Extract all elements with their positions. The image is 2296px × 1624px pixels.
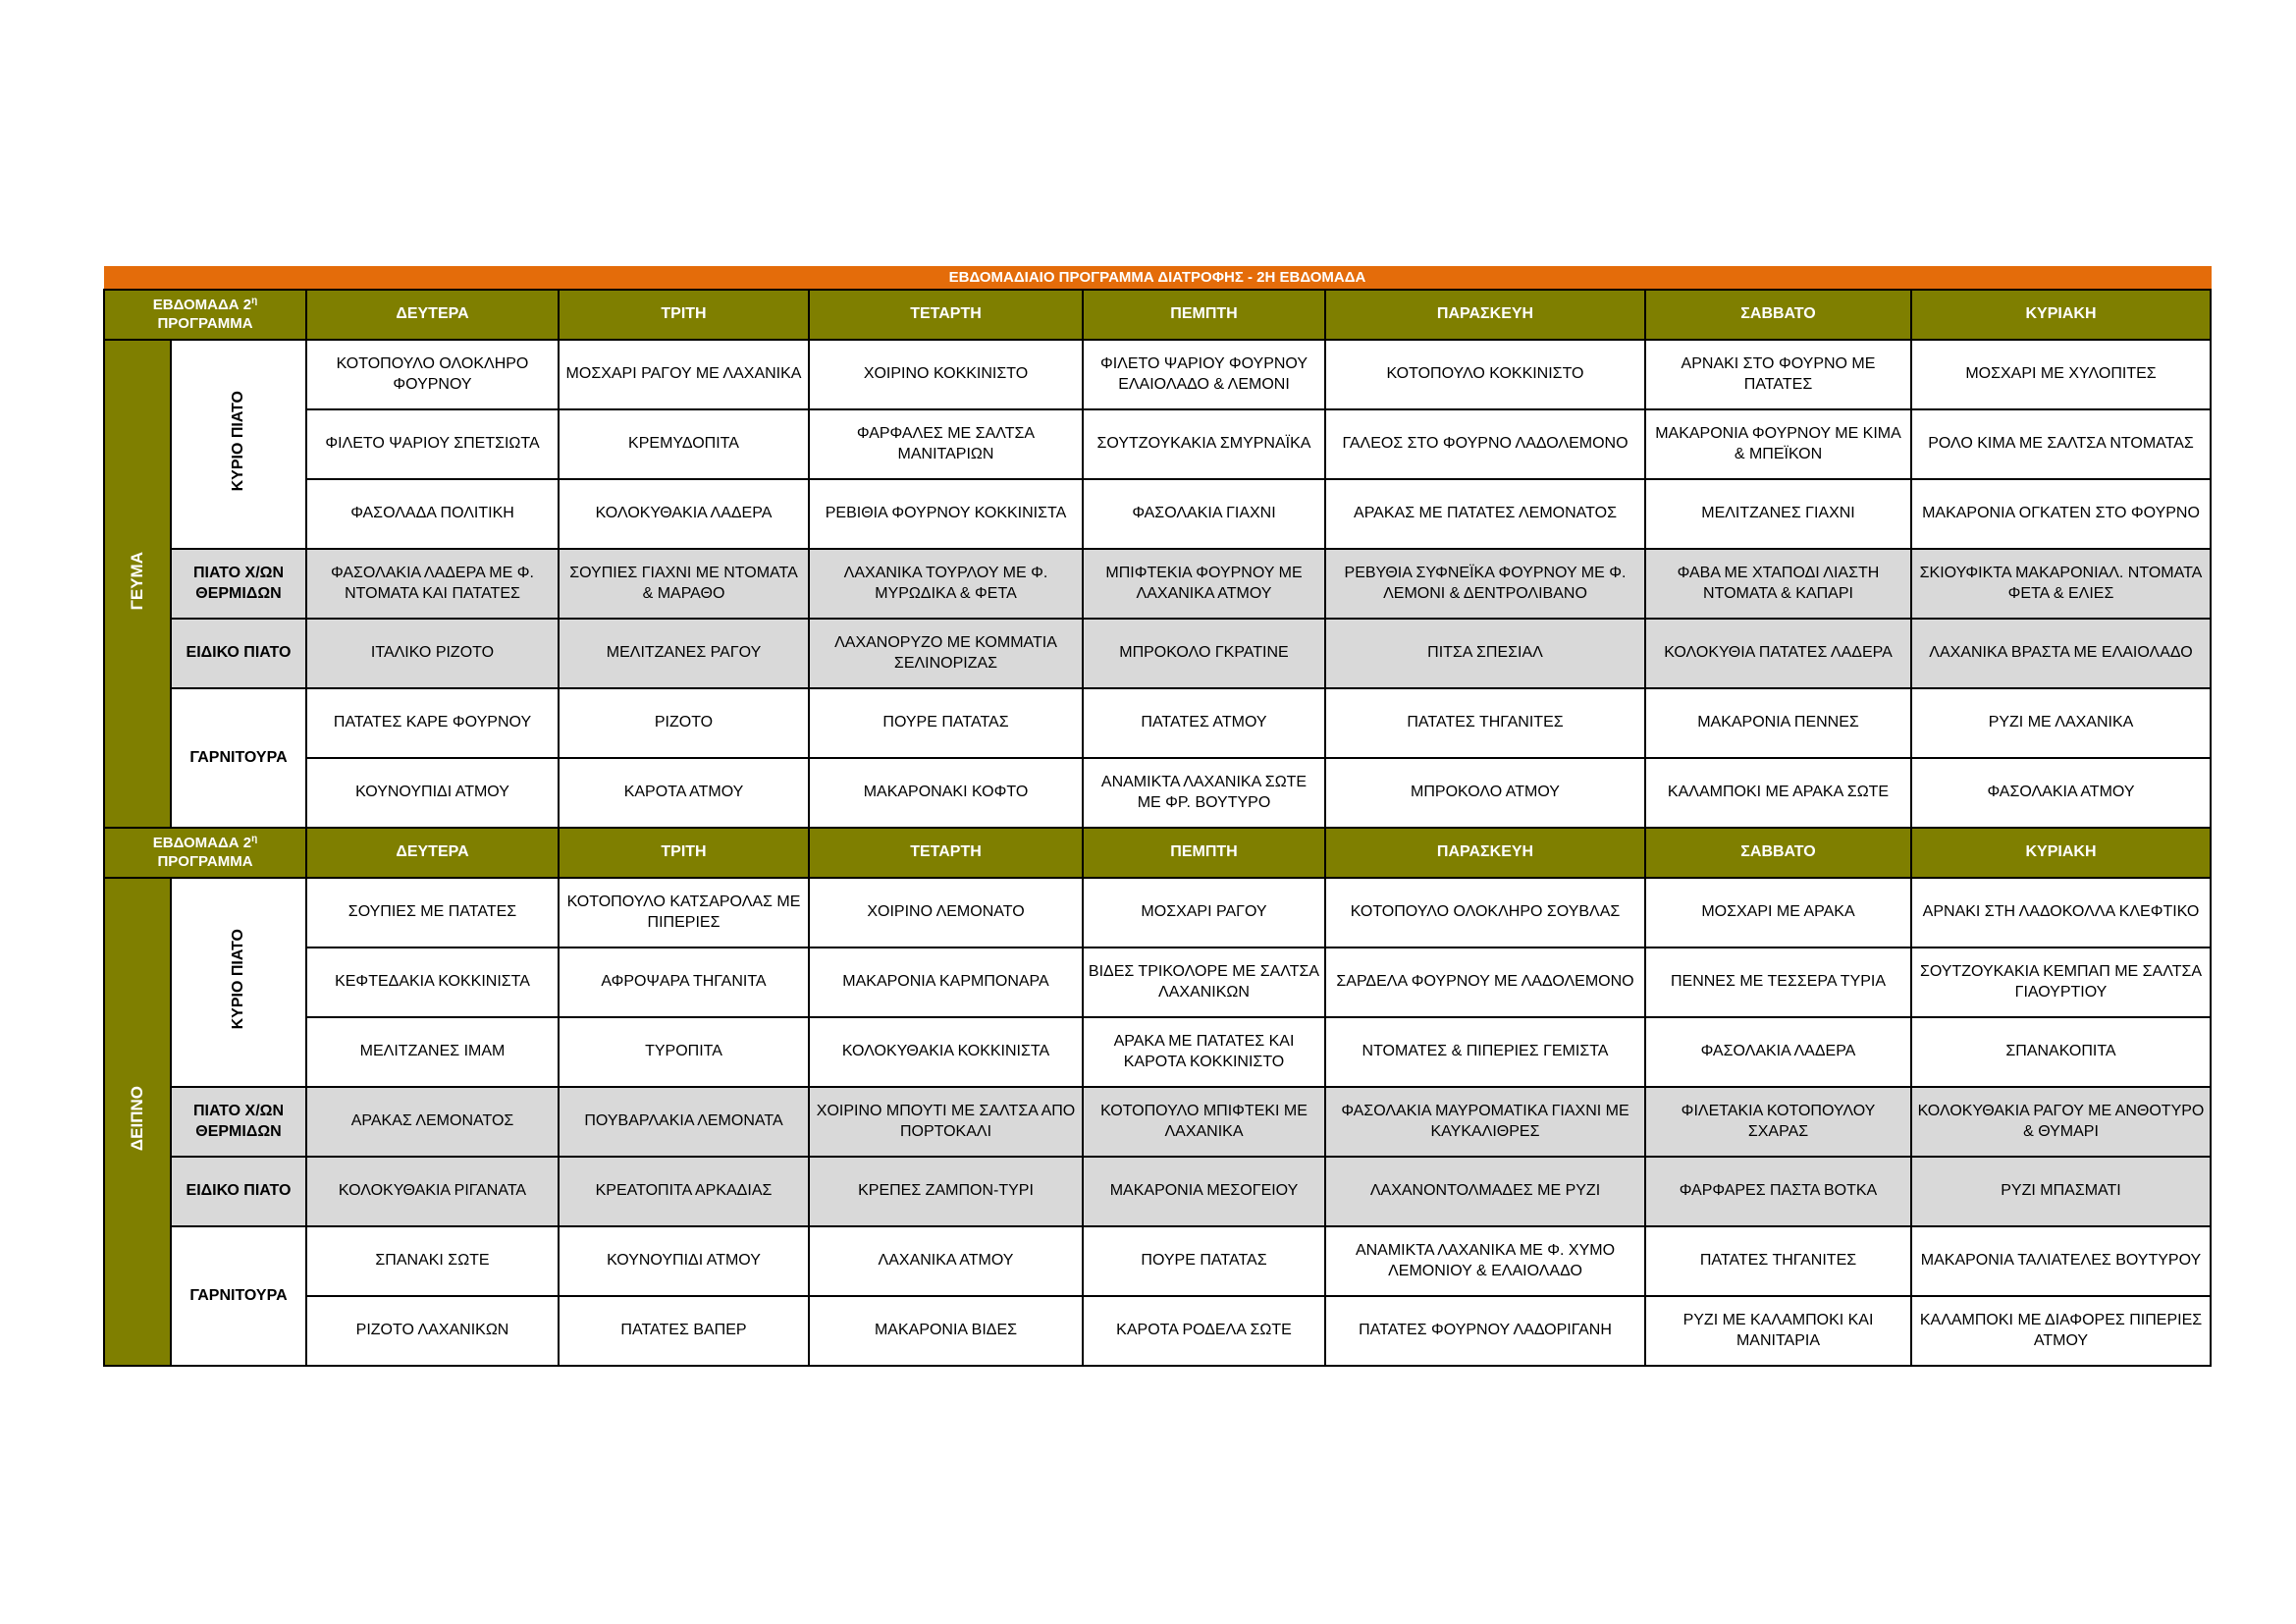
menu-row [104,409,2211,479]
menu-cell: ΠΑΤΑΤΕΣ ΤΗΓΑΝΙΤΕΣ [1645,1226,1911,1296]
menu-cell: ΣΟΥΠΙΕΣ ΓΙΑΧΝΙ ΜΕ ΝΤΟΜΑΤΑ & ΜΑΡΑΘΟ [559,549,809,619]
menu-cell: ΦΑΣΟΛΑΚΙΑ ΑΤΜΟΥ [1911,758,2211,828]
menu-cell: ΑΡΝΑΚΙ ΣΤΗ ΛΑΔΟΚΟΛΛΑ ΚΛΕΦΤΙΚΟ [1911,878,2211,947]
menu-cell: ΦΙΛΕΤΟ ΨΑΡΙΟΥ ΣΠΕΤΣΙΩΤΑ [306,409,559,479]
menu-cell: ΚΑΛΑΜΠΟΚΙ ΜΕ ΔΙΑΦΟΡΕΣ ΠΙΠΕΡΙΕΣ ΑΤΜΟΥ [1911,1296,2211,1366]
menu-cell: ΠΑΤΑΤΕΣ ΤΗΓΑΝΙΤΕΣ [1325,688,1645,758]
menu-cell: ΜΑΚΑΡΟΝΙΑ ΦΟΥΡΝΟΥ ΜΕ ΚΙΜΑ & ΜΠΕΪΚΟΝ [1645,409,1911,479]
menu-row [104,1087,2211,1157]
menu-cell: ΣΟΥΠΙΕΣ ΜΕ ΠΑΤΑΤΕΣ [306,878,559,947]
menu-row [104,1226,2211,1296]
menu-cell: ΜΠΙΦΤΕΚΙΑ ΦΟΥΡΝΟΥ ΜΕ ΛΑΧΑΝΙΚΑ ΑΤΜΟΥ [1083,549,1325,619]
week-label: ΕΒΔΟΜΑΔΑ 2 [152,296,252,313]
menu-cell: ΚΟΛΟΚΥΘΙΑ ΠΑΤΑΤΕΣ ΛΑΔΕΡΑ [1645,619,1911,688]
menu-cell: ΠΑΤΑΤΕΣ ΑΤΜΟΥ [1083,688,1325,758]
menu-cell: ΜΑΚΑΡΟΝΑΚΙ ΚΟΦΤΟ [809,758,1083,828]
menu-cell: ΜΠΡΟΚΟΛΟ ΑΤΜΟΥ [1325,758,1645,828]
week-superscript: η [251,833,258,844]
course-label: ΚΥΡΙΟ ΠΙΑΤΟ [229,928,246,1030]
menu-cell: ΚΡΕΠΕΣ ΖΑΜΠΟΝ-ΤΥΡΙ [809,1157,1083,1226]
menu-cell: ΑΦΡΟΨΑΡΑ ΤΗΓΑΝΙΤΑ [559,947,809,1017]
menu-cell: ΑΡΑΚΑΣ ΜΕ ΠΑΤΑΤΕΣ ΛΕΜΟΝΑΤΟΣ [1325,479,1645,549]
course-label: ΚΥΡΙΟ ΠΙΑΤΟ [229,390,246,492]
menu-cell: ΜΕΛΙΤΖΑΝΕΣ ΙΜΑΜ [306,1017,559,1087]
menu-cell: ΚΑΡΟΤΑ ΑΤΜΟΥ [559,758,809,828]
menu-cell: ΦΑΣΟΛΑΚΙΑ ΓΙΑΧΝΙ [1083,479,1325,549]
menu-cell: ΚΟΛΟΚΥΘΑΚΙΑ ΚΟΚΚΙΝΙΣΤΑ [809,1017,1083,1087]
menu-cell: ΚΑΡΟΤΑ ΡΟΔΕΛΑ ΣΩΤΕ [1083,1296,1325,1366]
menu-cell: ΦΑΒΑ ΜΕ ΧΤΑΠΟΔΙ ΛΙΑΣΤΗ ΝΤΟΜΑΤΑ & ΚΑΠΑΡΙ [1645,549,1911,619]
menu-cell: ΑΡΑΚΑ ΜΕ ΠΑΤΑΤΕΣ ΚΑΙ ΚΑΡΟΤΑ ΚΟΚΚΙΝΙΣΤΟ [1083,1017,1325,1087]
menu-cell: ΣΟΥΤΖΟΥΚΑΚΙΑ ΚΕΜΠΑΠ ΜΕ ΣΑΛΤΣΑ ΓΙΑΟΥΡΤΙΟΥ [1911,947,2211,1017]
menu-row [104,1017,2211,1087]
menu-cell: ΧΟΙΡΙΝΟ ΛΕΜΟΝΑΤΟ [809,878,1083,947]
course-label: ΠΙΑΤΟ Χ/ΩΝ ΘΕΡΜΙΔΩΝ [192,564,285,602]
program-label: ΠΡΟΓΡΑΜΜΑ [157,314,253,332]
menu-cell: ΛΑΧΑΝΙΚΑ ΤΟΥΡΛΟΥ ΜΕ Φ. ΜΥΡΩΔΙΚΑ & ΦΕΤΑ [809,549,1083,619]
menu-cell: ΡΙΖΟΤΟ ΛΑΧΑΝΙΚΩΝ [306,1296,559,1366]
header-row [104,828,2211,878]
menu-cell: ΦΙΛΕΤΟ ΨΑΡΙΟΥ ΦΟΥΡΝΟΥ ΕΛΑΙΟΛΑΔΟ & ΛΕΜΟΝΙ [1083,340,1325,409]
menu-cell: ΒΙΔΕΣ ΤΡΙΚΟΛΟΡΕ ΜΕ ΣΑΛΤΣΑ ΛΑΧΑΝΙΚΩΝ [1083,947,1325,1017]
day-header: ΠΑΡΑΣΚΕΥΗ [1325,290,1645,340]
menu-cell: ΝΤΟΜΑΤΕΣ & ΠΙΠΕΡΙΕΣ ΓΕΜΙΣΤΑ [1325,1017,1645,1087]
course-label: ΕΙΔΙΚΟ ΠΙΑΤΟ [186,1182,292,1200]
menu-cell: ΦΑΡΦΑΛΕΣ ΜΕ ΣΑΛΤΣΑ ΜΑΝΙΤΑΡΙΩΝ [809,409,1083,479]
menu-cell: ΦΑΣΟΛΑΚΙΑ ΜΑΥΡΟΜΑΤΙΚΑ ΓΙΑΧΝΙ ΜΕ ΚΑΥΚΑΛΙΘΡΕΣ [1325,1087,1645,1157]
menu-cell: ΦΑΣΟΛΑΚΙΑ ΛΑΔΕΡΑ [1645,1017,1911,1087]
menu-row [104,688,2211,758]
weekly-menu-body [104,267,2211,1367]
day-header: ΤΡΙΤΗ [559,290,809,340]
menu-cell: ΑΡΝΑΚΙ ΣΤΟ ΦΟΥΡΝΟ ΜΕ ΠΑΤΑΤΕΣ [1645,340,1911,409]
menu-cell: ΣΟΥΤΖΟΥΚΑΚΙΑ ΣΜΥΡΝΑΪΚΑ [1083,409,1325,479]
menu-cell: ΛΑΧΑΝΟΝΤΟΛΜΑΔΕΣ ΜΕ ΡΥΖΙ [1325,1157,1645,1226]
menu-cell: ΠΑΤΑΤΕΣ ΦΟΥΡΝΟΥ ΛΑΔΟΡΙΓΑΝΗ [1325,1296,1645,1366]
menu-cell: ΧΟΙΡΙΝΟ ΚΟΚΚΙΝΙΣΤΟ [809,340,1083,409]
menu-cell: ΡΕΒΙΘΙΑ ΦΟΥΡΝΟΥ ΚΟΚΚΙΝΙΣΤΑ [809,479,1083,549]
menu-cell: ΡΕΒΥΘΙΑ ΣΥΦΝΕΪΚΑ ΦΟΥΡΝΟΥ ΜΕ Φ. ΛΕΜΟΝΙ & ΔΕΝΤΡΟΛΙΒΑΝΟ [1325,549,1645,619]
meal-cell [104,878,171,1366]
course-cell [171,688,306,828]
week-label: ΕΒΔΟΜΑΔΑ 2 [152,834,252,851]
day-header: ΚΥΡΙΑΚΗ [1911,828,2211,878]
course-cell [171,1087,306,1157]
menu-cell: ΦΙΛΕΤΑΚΙΑ ΚΟΤΟΠΟΥΛΟΥ ΣΧΑΡΑΣ [1645,1087,1911,1157]
menu-row [104,878,2211,947]
course-label: ΠΙΑΤΟ Χ/ΩΝ ΘΕΡΜΙΔΩΝ [192,1102,285,1140]
menu-cell: ΛΑΧΑΝΙΚΑ ΒΡΑΣΤΑ ΜΕ ΕΛΑΙΟΛΑΔΟ [1911,619,2211,688]
menu-cell: ΠΑΤΑΤΕΣ ΒΑΠΕΡ [559,1296,809,1366]
menu-cell: ΜΑΚΑΡΟΝΙΑ ΜΕΣΟΓΕΙΟΥ [1083,1157,1325,1226]
menu-cell: ΡΥΖΙ ΜΕ ΛΑΧΑΝΙΚΑ [1911,688,2211,758]
menu-row [104,1157,2211,1226]
course-cell [171,549,306,619]
menu-cell: ΚΡΕΑΤΟΠΙΤΑ ΑΡΚΑΔΙΑΣ [559,1157,809,1226]
menu-cell: ΑΝΑΜΙΚΤΑ ΛΑΧΑΝΙΚΑ ΜΕ Φ. ΧΥΜΟ ΛΕΜΟΝΙΟΥ & ΕΛΑΙΟΛΑΔΟ [1325,1226,1645,1296]
menu-row [104,947,2211,1017]
menu-cell: ΙΤΑΛΙΚΟ ΡΙΖΟΤΟ [306,619,559,688]
course-cell [171,878,306,1087]
menu-cell: ΣΠΑΝΑΚΟΠΙΤΑ [1911,1017,2211,1087]
menu-cell: ΜΕΛΙΤΖΑΝΕΣ ΡΑΓΟΥ [559,619,809,688]
menu-cell: ΦΑΣΟΛΑΔΑ ΠΟΛΙΤΙΚΗ [306,479,559,549]
menu-row [104,1296,2211,1366]
menu-row [104,340,2211,409]
menu-cell: ΜΟΣΧΑΡΙ ΡΑΓΟΥ [1083,878,1325,947]
meal-label: ΓΕΥΜΑ [127,551,146,611]
menu-cell: ΜΑΚΑΡΟΝΙΑ ΒΙΔΕΣ [809,1296,1083,1366]
program-label: ΠΡΟΓΡΑΜΜΑ [157,852,253,870]
menu-cell: ΓΑΛΕΟΣ ΣΤΟ ΦΟΥΡΝΟ ΛΑΔΟΛΕΜΟΝΟ [1325,409,1645,479]
menu-row [104,619,2211,688]
day-header: ΠΑΡΑΣΚΕΥΗ [1325,828,1645,878]
header-row [104,290,2211,340]
day-header: ΣΑΒΒΑΤΟ [1645,828,1911,878]
menu-cell: ΚΟΥΝΟΥΠΙΔΙ ΑΤΜΟΥ [306,758,559,828]
menu-cell: ΚΟΛΟΚΥΘΑΚΙΑ ΛΑΔΕΡΑ [559,479,809,549]
menu-cell: ΡΙΖΟΤΟ [559,688,809,758]
menu-cell: ΚΕΦΤΕΔΑΚΙΑ ΚΟΚΚΙΝΙΣΤΑ [306,947,559,1017]
day-header: ΚΥΡΙΑΚΗ [1911,290,2211,340]
course-cell [171,340,306,549]
course-label: ΓΑΡΝΙΤΟΥΡΑ [189,748,288,766]
day-header: ΤΡΙΤΗ [559,828,809,878]
course-cell [171,1226,306,1366]
menu-row [104,758,2211,828]
table-title: ΕΒΔΟΜΑΔΙΑΙΟ ΠΡΟΓΡΑΜΜΑ ΔΙΑΤΡΟΦΗΣ - 2Η ΕΒΔΟΜΑΔΑ [104,267,2211,291]
day-header: ΠΕΜΠΤΗ [1083,290,1325,340]
day-header: ΠΕΜΠΤΗ [1083,828,1325,878]
menu-cell: ΡΥΖΙ ΜΠΑΣΜΑΤΙ [1911,1157,2211,1226]
menu-cell: ΜΕΛΙΤΖΑΝΕΣ ΓΙΑΧΝΙ [1645,479,1911,549]
menu-cell: ΚΟΤΟΠΟΥΛΟ ΜΠΙΦΤΕΚΙ ΜΕ ΛΑΧΑΝΙΚΑ [1083,1087,1325,1157]
menu-cell: ΠΟΥΒΑΡΛΑΚΙΑ ΛΕΜΟΝΑΤΑ [559,1087,809,1157]
menu-cell: ΠΑΤΑΤΕΣ ΚΑΡΕ ΦΟΥΡΝΟΥ [306,688,559,758]
menu-cell: ΤΥΡΟΠΙΤΑ [559,1017,809,1087]
menu-cell: ΜΑΚΑΡΟΝΙΑ ΚΑΡΜΠΟΝΑΡΑ [809,947,1083,1017]
weekly-menu-table [103,266,2212,1367]
menu-cell: ΜΟΣΧΑΡΙ ΜΕ ΧΥΛΟΠΙΤΕΣ [1911,340,2211,409]
menu-cell: ΠΕΝΝΕΣ ΜΕ ΤΕΣΣΕΡΑ ΤΥΡΙΑ [1645,947,1911,1017]
meal-label: ΔΕΙΠΝΟ [127,1086,146,1152]
menu-cell: ΦΑΡΦΑΡΕΣ ΠΑΣΤΑ ΒΟΤΚΑ [1645,1157,1911,1226]
day-header: ΤΕΤΑΡΤΗ [809,290,1083,340]
menu-cell: ΠΙΤΣΑ ΣΠΕΣΙΑΛ [1325,619,1645,688]
menu-cell: ΑΝΑΜΙΚΤΑ ΛΑΧΑΝΙΚΑ ΣΩΤΕ ΜΕ ΦΡ. ΒΟΥΤΥΡΟ [1083,758,1325,828]
menu-cell: ΑΡΑΚΑΣ ΛΕΜΟΝΑΤΟΣ [306,1087,559,1157]
course-label: ΕΙΔΙΚΟ ΠΙΑΤΟ [186,644,292,662]
menu-cell: ΜΑΚΑΡΟΝΙΑ ΠΕΝΝΕΣ [1645,688,1911,758]
menu-cell: ΚΟΛΟΚΥΘΑΚΙΑ ΡΑΓΟΥ ΜΕ ΑΝΘΟΤΥΡΟ & ΘΥΜΑΡΙ [1911,1087,2211,1157]
menu-cell: ΡΥΖΙ ΜΕ ΚΑΛΑΜΠΟΚΙ ΚΑΙ ΜΑΝΙΤΑΡΙΑ [1645,1296,1911,1366]
day-header: ΔΕΥΤΕΡΑ [306,828,559,878]
menu-cell: ΠΟΥΡΕ ΠΑΤΑΤΑΣ [1083,1226,1325,1296]
menu-cell: ΜΑΚΑΡΟΝΙΑ ΤΑΛΙΑΤΕΛΕΣ ΒΟΥΤΥΡΟΥ [1911,1226,2211,1296]
menu-cell: ΚΟΤΟΠΟΥΛΟ ΟΛΟΚΛΗΡΟ ΣΟΥΒΛΑΣ [1325,878,1645,947]
menu-cell: ΠΟΥΡΕ ΠΑΤΑΤΑΣ [809,688,1083,758]
menu-cell: ΛΑΧΑΝΙΚΑ ΑΤΜΟΥ [809,1226,1083,1296]
menu-cell: ΜΠΡΟΚΟΛΟ ΓΚΡΑΤΙΝΕ [1083,619,1325,688]
menu-row [104,549,2211,619]
day-header: ΔΕΥΤΕΡΑ [306,290,559,340]
menu-cell: ΧΟΙΡΙΝΟ ΜΠΟΥΤΙ ΜΕ ΣΑΛΤΣΑ ΑΠΟ ΠΟΡΤΟΚΑΛΙ [809,1087,1083,1157]
course-label: ΓΑΡΝΙΤΟΥΡΑ [189,1286,288,1304]
menu-cell: ΚΟΤΟΠΟΥΛΟ ΚΑΤΣΑΡΟΛΑΣ ΜΕ ΠΙΠΕΡΙΕΣ [559,878,809,947]
menu-cell: ΣΚΙΟΥΦΙΚΤΑ ΜΑΚΑΡΟΝΙΑΛ. ΝΤΟΜΑΤΑ ΦΕΤΑ & ΕΛΙΕΣ [1911,549,2211,619]
menu-cell: ΜΟΣΧΑΡΙ ΜΕ ΑΡΑΚΑ [1645,878,1911,947]
menu-cell: ΜΑΚΑΡΟΝΙΑ ΟΓΚΑΤΕΝ ΣΤΟ ΦΟΥΡΝΟ [1911,479,2211,549]
day-header: ΤΕΤΑΡΤΗ [809,828,1083,878]
course-cell [171,619,306,688]
menu-cell: ΦΑΣΟΛΑΚΙΑ ΛΑΔΕΡΑ ΜΕ Φ. ΝΤΟΜΑΤΑ ΚΑΙ ΠΑΤΑΤΕΣ [306,549,559,619]
menu-cell: ΛΑΧΑΝΟΡΥΖΟ ΜΕ ΚΟΜΜΑΤΙΑ ΣΕΛΙΝΟΡΙΖΑΣ [809,619,1083,688]
week-program-header [104,290,306,340]
menu-cell: ΣΠΑΝΑΚΙ ΣΩΤΕ [306,1226,559,1296]
menu-cell: ΚΡΕΜΥΔΟΠΙΤΑ [559,409,809,479]
menu-cell: ΚΟΛΟΚΥΘΑΚΙΑ ΡΙΓΑΝΑΤΑ [306,1157,559,1226]
day-header: ΣΑΒΒΑΤΟ [1645,290,1911,340]
menu-cell: ΣΑΡΔΕΛΑ ΦΟΥΡΝΟΥ ΜΕ ΛΑΔΟΛΕΜΟΝΟ [1325,947,1645,1017]
meal-cell [104,340,171,828]
course-cell [171,1157,306,1226]
menu-row [104,479,2211,549]
menu-cell: ΚΑΛΑΜΠΟΚΙ ΜΕ ΑΡΑΚΑ ΣΩΤΕ [1645,758,1911,828]
menu-cell: ΚΟΤΟΠΟΥΛΟ ΟΛΟΚΛΗΡΟ ΦΟΥΡΝΟΥ [306,340,559,409]
title-row [104,267,2211,291]
menu-cell: ΡΟΛΟ ΚΙΜΑ ΜΕ ΣΑΛΤΣΑ ΝΤΟΜΑΤΑΣ [1911,409,2211,479]
menu-cell: ΜΟΣΧΑΡΙ ΡΑΓΟΥ ΜΕ ΛΑΧΑΝΙΚΑ [559,340,809,409]
week-program-header [104,828,306,878]
menu-cell: ΚΟΥΝΟΥΠΙΔΙ ΑΤΜΟΥ [559,1226,809,1296]
week-superscript: η [251,295,258,306]
menu-cell: ΚΟΤΟΠΟΥΛΟ ΚΟΚΚΙΝΙΣΤΟ [1325,340,1645,409]
